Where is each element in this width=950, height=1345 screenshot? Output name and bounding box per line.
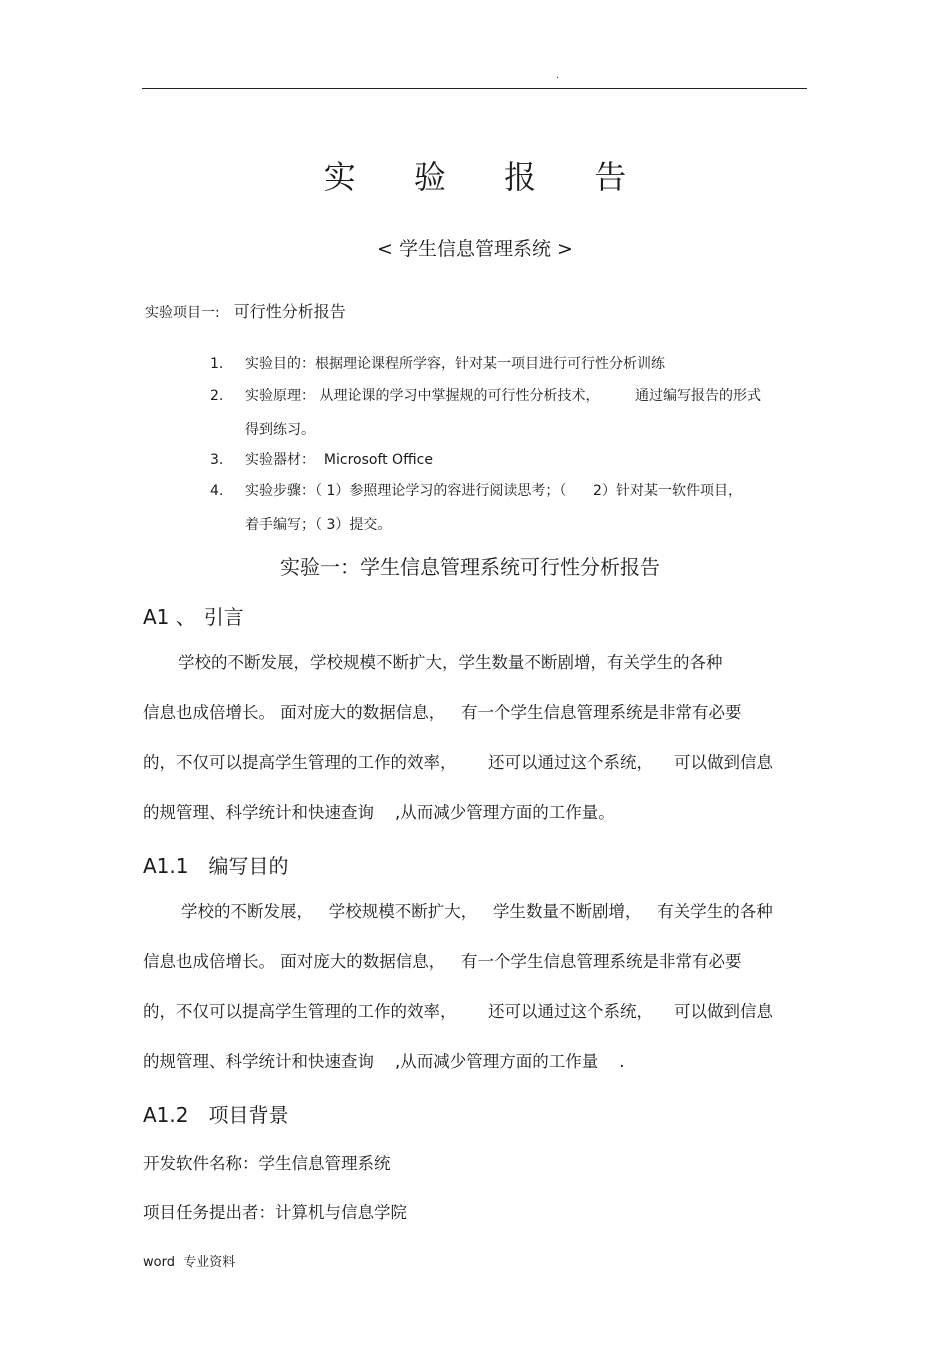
project-label: 实验项目一: <box>145 305 220 321</box>
header-rule <box>142 88 807 89</box>
project-value: 可行性分析报告 <box>233 302 346 321</box>
list-item-text: 实验目的：根据理论课程所学容，针对某一项目进行可行性分析训练 <box>245 356 665 372</box>
paragraph-line: 学校的不断发展，学校规模不断扩大，学生数量不断剧增，有关学生的各种 <box>178 653 723 672</box>
section-number: A1.2 <box>143 1103 189 1127</box>
section-heading-a1-2 <box>143 1099 289 1128</box>
section-number: A1.1 <box>143 854 189 878</box>
list-item-number: 3. <box>210 452 224 468</box>
header-mark: . <box>556 70 560 81</box>
proposer-line: 项目任务提出者：计算机与信息学院 <box>143 1203 407 1222</box>
list-item-continuation: 得到练习。 <box>245 422 315 438</box>
experiment-title: 实验一：学生信息管理系统可行性分析报告 <box>280 555 660 579</box>
list-item-number: 1. <box>210 356 224 372</box>
list-item <box>210 380 761 412</box>
section-number: A1 、 <box>143 605 196 629</box>
project-line <box>145 299 346 322</box>
paragraph-line: 信息也成倍增长。 面对庞大的数据信息， 有一个学生信息管理系统是非常有必要 <box>143 703 742 722</box>
paragraph-line: 学校的不断发展， 学校规模不断扩大， 学生数量不断剧增， 有关学生的各种 <box>181 902 773 921</box>
paragraph-purpose <box>143 887 813 1087</box>
list-item-number: 2. <box>210 388 224 404</box>
list-item-continuation: 着手编写；（ 3）提交。 <box>245 517 392 533</box>
paragraph-line: 的，不仅可以提高学生管理的工作的效率， 还可以通过这个系统， 可以做到信息 <box>143 753 773 772</box>
list-item <box>210 348 665 380</box>
list-item-number: 4. <box>210 483 224 499</box>
section-heading-a1 <box>143 601 244 630</box>
section-title: 项目背景 <box>208 1103 289 1127</box>
list-item <box>210 444 433 476</box>
paragraph-intro <box>143 638 813 838</box>
paragraph-line: 的规管理、科学统计和快速查询 ,从而减少管理方面的工作量 . <box>143 1052 625 1071</box>
paragraph-line: 的，不仅可以提高学生管理的工作的效率， 还可以通过这个系统， 可以做到信息 <box>143 1002 773 1021</box>
report-subtitle: < 学生信息管理系统 > <box>377 238 573 260</box>
list-item-text: 实验原理： 从理论课的学习中掌握规的可行性分析技术， 通过编写报告的形式 <box>245 388 762 404</box>
paragraph-line: 的规管理、科学统计和快速查询 ,从而减少管理方面的工作量。 <box>143 803 615 822</box>
section-title: 引言 <box>203 605 244 629</box>
paragraph-line: 信息也成倍增长。 面对庞大的数据信息， 有一个学生信息管理系统是非常有必要 <box>143 952 742 971</box>
software-name-line: 开发软件名称：学生信息管理系统 <box>143 1154 391 1173</box>
section-title: 编写目的 <box>208 854 289 878</box>
report-title: 实 验 报 告 <box>323 158 651 196</box>
list-item-text: 实验步骤：（ 1）参照理论学习的容进行阅读思考；（ 2）针对某一软件项目， <box>245 483 742 499</box>
list-item-text: 实验器材： Microsoft Office <box>245 452 433 468</box>
page-footer: word 专业资料 <box>143 1255 236 1270</box>
list-item <box>210 475 742 507</box>
section-heading-a1-1 <box>143 850 289 879</box>
